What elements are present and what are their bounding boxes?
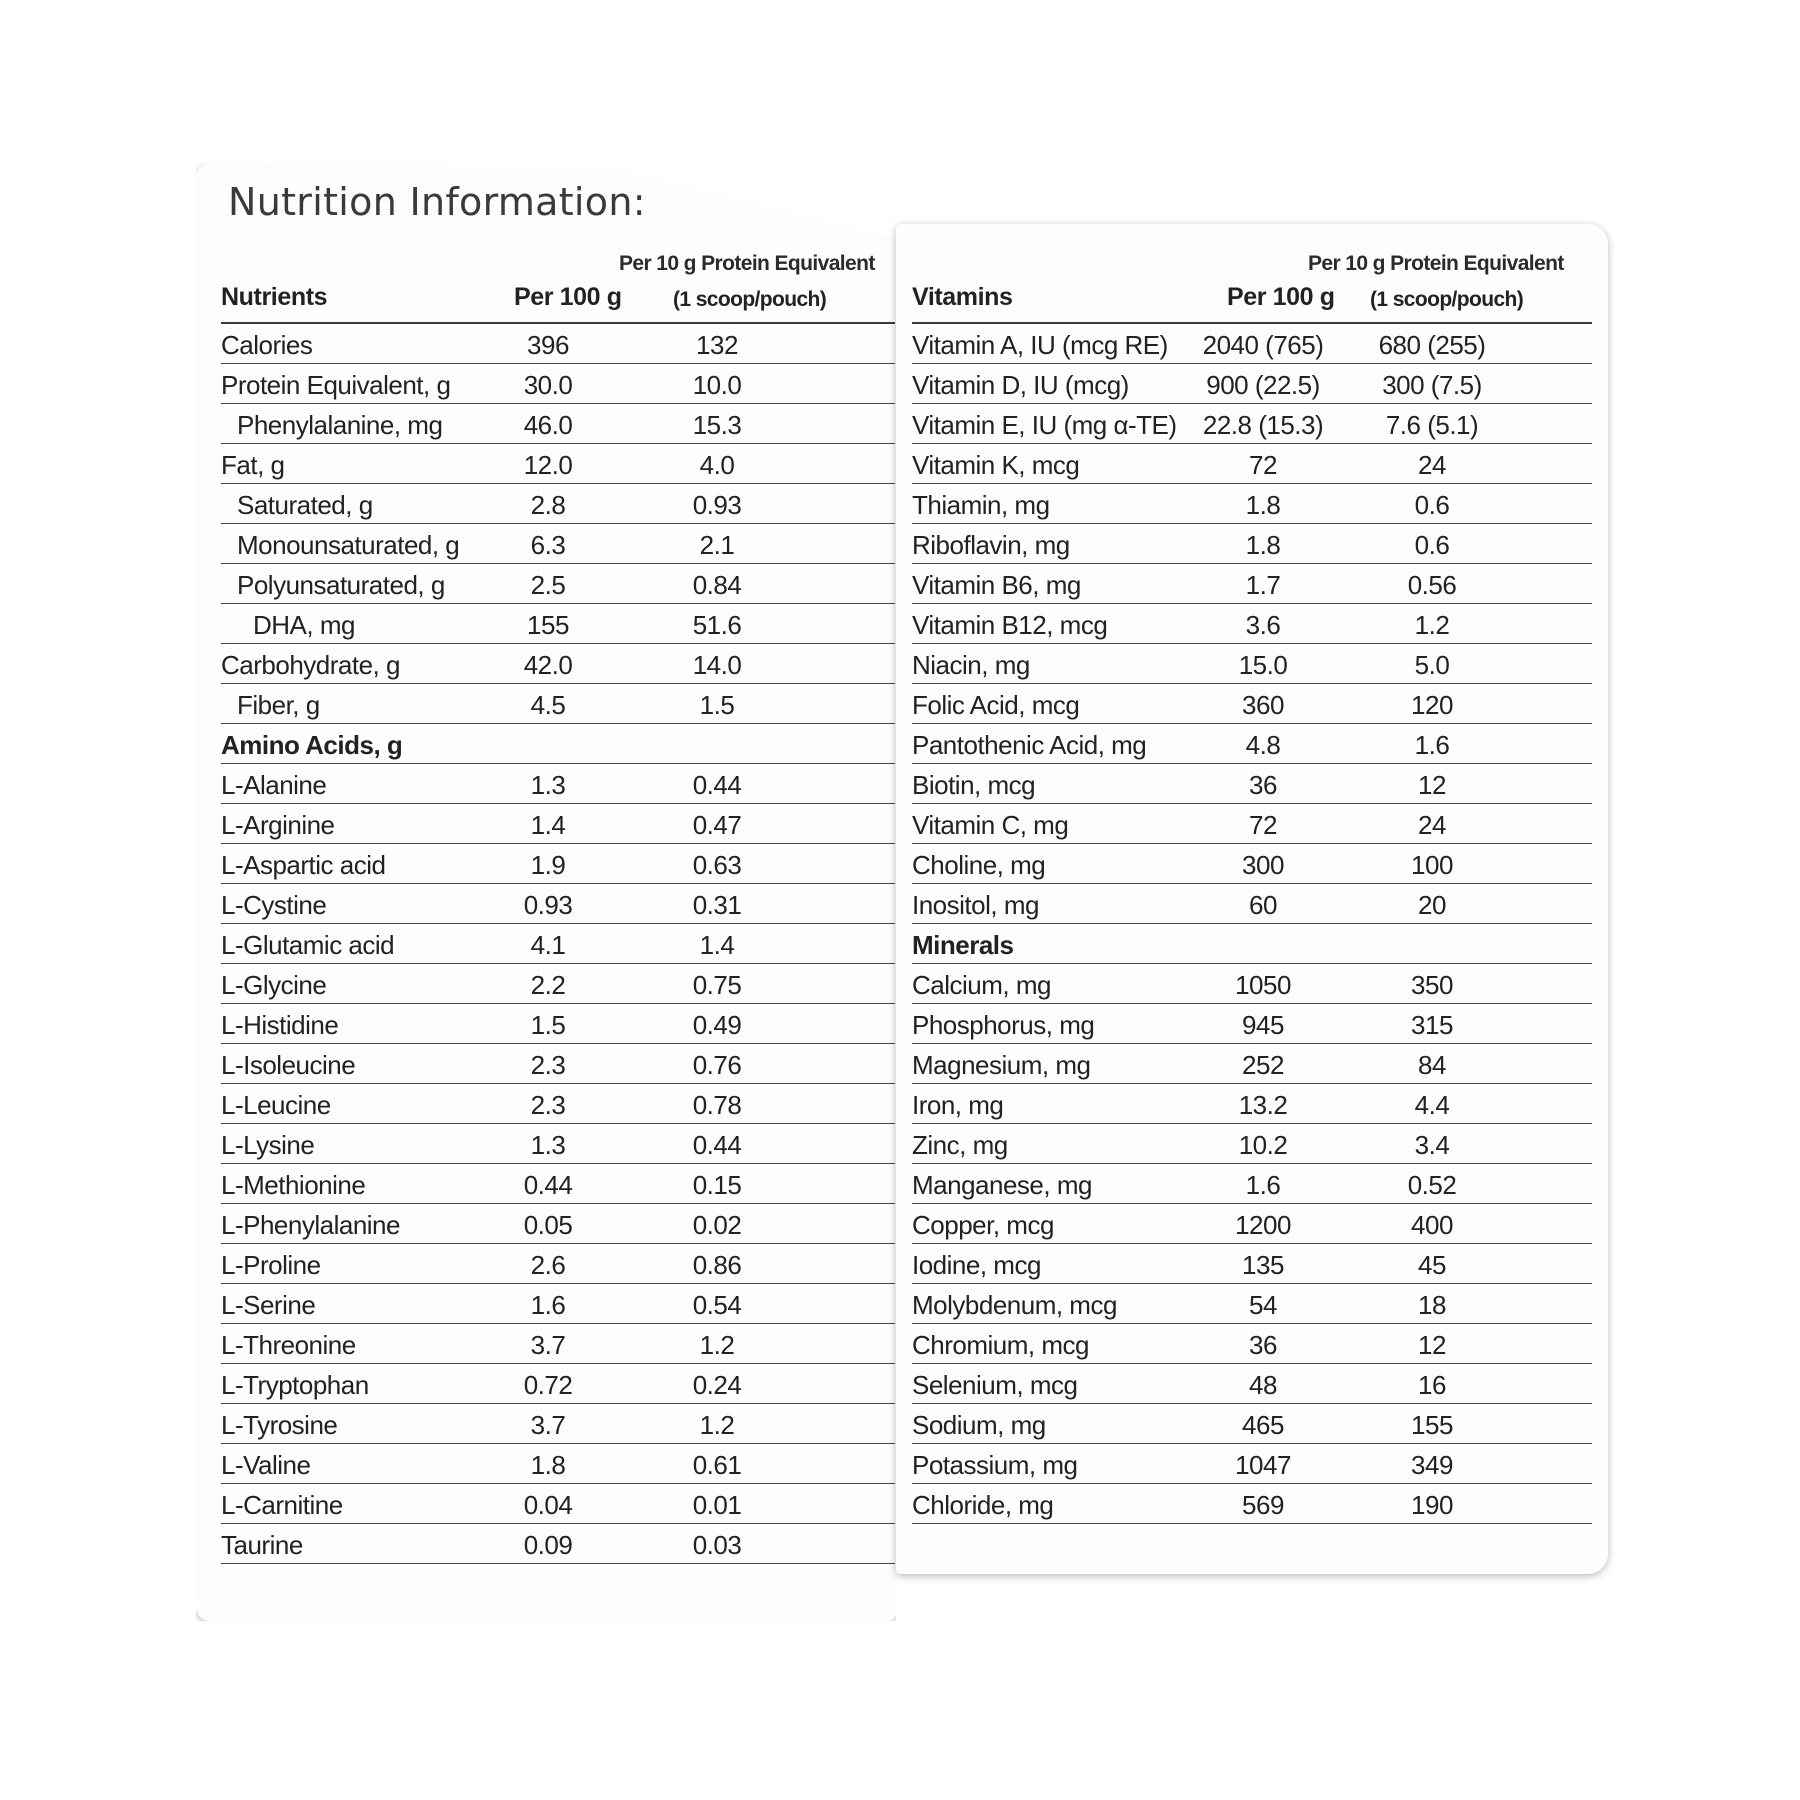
value-per-100g: 12.0 bbox=[523, 450, 573, 480]
value-per-100g: 22.8 (15.3) bbox=[1202, 410, 1324, 440]
value-per-100g: 42.0 bbox=[523, 650, 573, 680]
nutrient-name: Pantothenic Acid, mg bbox=[912, 730, 1147, 760]
value-per-scoop: 190 bbox=[1411, 1490, 1453, 1520]
value-per-scoop: 0.54 bbox=[692, 1290, 742, 1320]
value-per-100g: 3.7 bbox=[530, 1410, 566, 1440]
vitamins-table bbox=[912, 246, 1592, 1524]
value-per-100g: 72 bbox=[1249, 450, 1277, 480]
nutrient-name: L-Alanine bbox=[221, 770, 327, 800]
table-row bbox=[912, 1044, 1592, 1084]
table-row bbox=[221, 1084, 895, 1124]
value-per-100g: 1.8 bbox=[530, 1450, 566, 1480]
value-per-scoop: 15.3 bbox=[692, 410, 742, 440]
value-per-scoop: 132 bbox=[696, 330, 738, 360]
value-per-scoop: 0.56 bbox=[1407, 570, 1457, 600]
value-per-100g: 4.1 bbox=[530, 930, 566, 960]
table-row bbox=[221, 964, 895, 1004]
value-per-scoop: 155 bbox=[1411, 1410, 1453, 1440]
table-row bbox=[221, 644, 895, 684]
value-per-scoop: 18 bbox=[1418, 1290, 1446, 1320]
nutrient-name: L-Methionine bbox=[221, 1170, 366, 1200]
table-row bbox=[221, 764, 895, 804]
nutrient-name: Fiber, g bbox=[237, 690, 320, 720]
value-per-scoop: 24 bbox=[1418, 810, 1446, 840]
table-row bbox=[221, 884, 895, 924]
table-row bbox=[221, 604, 895, 644]
table-row bbox=[221, 1324, 895, 1364]
nutrient-name: Sodium, mg bbox=[912, 1410, 1046, 1440]
nutrient-name: Vitamin A, IU (mcg RE) bbox=[912, 330, 1168, 360]
column-header-per-scoop: (1 scoop/pouch) bbox=[1370, 288, 1524, 311]
nutrient-name: L-Histidine bbox=[221, 1010, 339, 1040]
value-per-100g: 569 bbox=[1242, 1490, 1284, 1520]
nutrient-name: L-Glutamic acid bbox=[221, 930, 395, 960]
nutrient-name: Carbohydrate, g bbox=[221, 650, 400, 680]
value-per-100g: 36 bbox=[1249, 770, 1277, 800]
value-per-scoop: 0.93 bbox=[692, 490, 742, 520]
column-header-per-scoop: (1 scoop/pouch) bbox=[673, 288, 827, 311]
value-per-scoop: 0.24 bbox=[692, 1370, 742, 1400]
value-per-100g: 1.9 bbox=[530, 850, 566, 880]
nutrients-table-body bbox=[221, 324, 895, 1564]
table-row bbox=[912, 444, 1592, 484]
value-per-scoop: 0.6 bbox=[1414, 490, 1450, 520]
value-per-100g: 155 bbox=[527, 610, 569, 640]
nutrient-name: L-Phenylalanine bbox=[221, 1210, 400, 1240]
table-row bbox=[221, 1204, 895, 1244]
value-per-scoop: 0.02 bbox=[692, 1210, 742, 1240]
table-row bbox=[912, 884, 1592, 924]
table-row bbox=[912, 964, 1592, 1004]
nutrient-name: Iodine, mcg bbox=[912, 1250, 1041, 1280]
value-per-100g: 465 bbox=[1242, 1410, 1284, 1440]
nutrient-name: L-Tyrosine bbox=[221, 1410, 338, 1440]
nutrient-name: Niacin, mg bbox=[912, 650, 1030, 680]
nutrient-name: Molybdenum, mcg bbox=[912, 1290, 1117, 1320]
nutrient-name: Thiamin, mg bbox=[912, 490, 1050, 520]
value-per-100g: 1.8 bbox=[1245, 530, 1281, 560]
value-per-scoop: 10.0 bbox=[692, 370, 742, 400]
table-row bbox=[221, 444, 895, 484]
nutrient-name: Saturated, g bbox=[237, 490, 373, 520]
nutrient-name: Fat, g bbox=[221, 450, 285, 480]
value-per-scoop: 7.6 (5.1) bbox=[1385, 410, 1479, 440]
value-per-100g: 0.44 bbox=[523, 1170, 573, 1200]
value-per-scoop: 120 bbox=[1411, 690, 1453, 720]
super-header: Per 10 g Protein Equivalent bbox=[1308, 252, 1564, 275]
table-row bbox=[221, 324, 895, 364]
value-per-scoop: 0.15 bbox=[692, 1170, 742, 1200]
nutrient-name: Monounsaturated, g bbox=[237, 530, 460, 560]
table-row bbox=[912, 644, 1592, 684]
value-per-scoop: 400 bbox=[1411, 1210, 1453, 1240]
value-per-100g: 1.6 bbox=[1245, 1170, 1281, 1200]
table-row bbox=[221, 1004, 895, 1044]
table-row bbox=[912, 1484, 1592, 1524]
value-per-scoop: 0.6 bbox=[1414, 530, 1450, 560]
table-row bbox=[221, 1364, 895, 1404]
nutrient-name: L-Carnitine bbox=[221, 1490, 343, 1520]
nutrient-name: Magnesium, mg bbox=[912, 1050, 1091, 1080]
value-per-100g: 6.3 bbox=[530, 530, 566, 560]
table-row bbox=[221, 1524, 895, 1564]
value-per-100g: 396 bbox=[527, 330, 569, 360]
value-per-scoop: 350 bbox=[1411, 970, 1453, 1000]
column-header-per-100g: Per 100 g bbox=[1227, 283, 1335, 311]
nutrient-name: L-Isoleucine bbox=[221, 1050, 356, 1080]
nutrient-name: Polyunsaturated, g bbox=[237, 570, 445, 600]
table-row bbox=[912, 604, 1592, 644]
nutrients-table-header bbox=[221, 246, 895, 324]
table-row bbox=[221, 524, 895, 564]
value-per-100g: 2.2 bbox=[530, 970, 566, 1000]
value-per-100g: 4.8 bbox=[1245, 730, 1281, 760]
page-title: Nutrition Information: bbox=[228, 180, 646, 224]
table-row bbox=[912, 1404, 1592, 1444]
table-row bbox=[221, 404, 895, 444]
nutrient-name: L-Proline bbox=[221, 1250, 321, 1280]
table-row bbox=[912, 684, 1592, 724]
value-per-100g: 72 bbox=[1249, 810, 1277, 840]
value-per-100g: 1.5 bbox=[530, 1010, 566, 1040]
nutrient-name: Zinc, mg bbox=[912, 1130, 1008, 1160]
value-per-scoop: 4.4 bbox=[1414, 1090, 1450, 1120]
value-per-scoop: 300 (7.5) bbox=[1382, 370, 1482, 400]
value-per-scoop: 0.86 bbox=[692, 1250, 742, 1280]
value-per-scoop: 0.44 bbox=[692, 1130, 742, 1160]
value-per-100g: 46.0 bbox=[523, 410, 573, 440]
value-per-scoop: 0.84 bbox=[692, 570, 742, 600]
nutrient-name: Potassium, mg bbox=[912, 1450, 1078, 1480]
table-row bbox=[221, 1444, 895, 1484]
section-row bbox=[221, 724, 895, 764]
value-per-scoop: 20 bbox=[1418, 890, 1446, 920]
table-row bbox=[221, 1164, 895, 1204]
value-per-scoop: 4.0 bbox=[699, 450, 735, 480]
nutrient-name: Vitamin D, IU (mcg) bbox=[912, 370, 1129, 400]
value-per-100g: 945 bbox=[1242, 1010, 1284, 1040]
nutrient-name: L-Threonine bbox=[221, 1330, 356, 1360]
table-row bbox=[221, 1044, 895, 1084]
table-row bbox=[912, 524, 1592, 564]
table-row bbox=[912, 1204, 1592, 1244]
value-per-100g: 2.3 bbox=[530, 1090, 566, 1120]
value-per-100g: 1.4 bbox=[530, 810, 566, 840]
nutrient-name: Chloride, mg bbox=[912, 1490, 1054, 1520]
table-row bbox=[912, 564, 1592, 604]
value-per-100g: 2040 (765) bbox=[1202, 330, 1324, 360]
value-per-scoop: 1.2 bbox=[699, 1330, 735, 1360]
vitamins-table-body bbox=[912, 324, 1592, 1524]
value-per-100g: 0.09 bbox=[523, 1530, 573, 1560]
value-per-100g: 1.3 bbox=[530, 770, 566, 800]
nutrient-name: Chromium, mcg bbox=[912, 1330, 1089, 1360]
value-per-100g: 2.3 bbox=[530, 1050, 566, 1080]
table-row bbox=[912, 1364, 1592, 1404]
nutrient-name: Vitamin B6, mg bbox=[912, 570, 1081, 600]
table-row bbox=[912, 404, 1592, 444]
value-per-scoop: 0.76 bbox=[692, 1050, 742, 1080]
value-per-100g: 2.8 bbox=[530, 490, 566, 520]
nutrient-name: L-Arginine bbox=[221, 810, 335, 840]
value-per-100g: 300 bbox=[1242, 850, 1284, 880]
nutrient-name: L-Glycine bbox=[221, 970, 327, 1000]
value-per-100g: 1.6 bbox=[530, 1290, 566, 1320]
section-row bbox=[912, 924, 1592, 964]
value-per-scoop: 12 bbox=[1418, 1330, 1446, 1360]
nutrient-name: Folic Acid, mcg bbox=[912, 690, 1080, 720]
nutrient-name: Phenylalanine, mg bbox=[237, 410, 443, 440]
table-row bbox=[221, 684, 895, 724]
value-per-100g: 900 (22.5) bbox=[1206, 370, 1320, 400]
nutrient-name: Choline, mg bbox=[912, 850, 1046, 880]
nutrient-name: L-Leucine bbox=[221, 1090, 331, 1120]
value-per-100g: 1047 bbox=[1235, 1450, 1291, 1480]
value-per-100g: 0.05 bbox=[523, 1210, 573, 1240]
nutrient-name: Protein Equivalent, g bbox=[221, 370, 451, 400]
table-row bbox=[912, 484, 1592, 524]
value-per-scoop: 5.0 bbox=[1414, 650, 1450, 680]
value-per-scoop: 0.03 bbox=[692, 1530, 742, 1560]
nutrient-name: L-Tryptophan bbox=[221, 1370, 369, 1400]
table-row bbox=[912, 1244, 1592, 1284]
table-row bbox=[221, 1244, 895, 1284]
value-per-scoop: 12 bbox=[1418, 770, 1446, 800]
nutrient-name: Selenium, mcg bbox=[912, 1370, 1078, 1400]
nutrient-name: L-Cystine bbox=[221, 890, 327, 920]
nutrient-name: Inositol, mg bbox=[912, 890, 1039, 920]
value-per-scoop: 0.78 bbox=[692, 1090, 742, 1120]
nutrient-name: Vitamin E, IU (mg α-TE) bbox=[912, 410, 1177, 440]
value-per-scoop: 1.4 bbox=[699, 930, 735, 960]
nutrient-name: Copper, mcg bbox=[912, 1210, 1054, 1240]
nutrient-name: L-Serine bbox=[221, 1290, 316, 1320]
table-row bbox=[912, 1164, 1592, 1204]
value-per-100g: 0.04 bbox=[523, 1490, 573, 1520]
table-row bbox=[912, 324, 1592, 364]
value-per-scoop: 1.6 bbox=[1414, 730, 1450, 760]
nutrient-name: DHA, mg bbox=[253, 610, 355, 640]
value-per-scoop: 0.31 bbox=[692, 890, 742, 920]
nutrient-name: Vitamin K, mcg bbox=[912, 450, 1080, 480]
value-per-100g: 135 bbox=[1242, 1250, 1284, 1280]
value-per-100g: 4.5 bbox=[530, 690, 566, 720]
table-row bbox=[221, 364, 895, 404]
table-row bbox=[912, 764, 1592, 804]
value-per-scoop: 0.61 bbox=[692, 1450, 742, 1480]
value-per-100g: 15.0 bbox=[1238, 650, 1288, 680]
value-per-100g: 10.2 bbox=[1238, 1130, 1288, 1160]
value-per-100g: 0.93 bbox=[523, 890, 573, 920]
value-per-scoop: 0.52 bbox=[1407, 1170, 1457, 1200]
nutrient-name: Vitamin B12, mcg bbox=[912, 610, 1108, 640]
value-per-100g: 2.6 bbox=[530, 1250, 566, 1280]
value-per-100g: 30.0 bbox=[523, 370, 573, 400]
table-row bbox=[912, 1124, 1592, 1164]
table-row bbox=[912, 724, 1592, 764]
table-row bbox=[912, 1004, 1592, 1044]
value-per-scoop: 0.44 bbox=[692, 770, 742, 800]
value-per-100g: 36 bbox=[1249, 1330, 1277, 1360]
vitamins-table-header bbox=[912, 246, 1592, 324]
nutrient-name: Biotin, mcg bbox=[912, 770, 1036, 800]
value-per-100g: 1.8 bbox=[1245, 490, 1281, 520]
nutrients-table bbox=[221, 246, 895, 1564]
super-header: Per 10 g Protein Equivalent bbox=[619, 252, 875, 275]
nutrient-name: Taurine bbox=[221, 1530, 303, 1560]
column-header-vitamins: Vitamins bbox=[912, 283, 1013, 311]
value-per-scoop: 1.2 bbox=[1414, 610, 1450, 640]
value-per-100g: 1.3 bbox=[530, 1130, 566, 1160]
table-row bbox=[912, 364, 1592, 404]
value-per-100g: 60 bbox=[1249, 890, 1277, 920]
table-row bbox=[221, 1484, 895, 1524]
table-row bbox=[221, 1124, 895, 1164]
value-per-100g: 2.5 bbox=[530, 570, 566, 600]
table-row bbox=[221, 1404, 895, 1444]
value-per-scoop: 51.6 bbox=[692, 610, 742, 640]
value-per-100g: 54 bbox=[1249, 1290, 1277, 1320]
table-row bbox=[912, 1324, 1592, 1364]
table-row bbox=[221, 484, 895, 524]
value-per-scoop: 0.75 bbox=[692, 970, 742, 1000]
table-row bbox=[912, 1284, 1592, 1324]
value-per-scoop: 84 bbox=[1418, 1050, 1446, 1080]
table-row bbox=[912, 1444, 1592, 1484]
value-per-scoop: 16 bbox=[1418, 1370, 1446, 1400]
nutrient-name: Vitamin C, mg bbox=[912, 810, 1069, 840]
table-row bbox=[221, 1284, 895, 1324]
value-per-scoop: 349 bbox=[1411, 1450, 1453, 1480]
value-per-100g: 1050 bbox=[1235, 970, 1291, 1000]
value-per-100g: 360 bbox=[1242, 690, 1284, 720]
value-per-100g: 1.7 bbox=[1245, 570, 1281, 600]
value-per-100g: 252 bbox=[1242, 1050, 1284, 1080]
nutrient-name: L-Aspartic acid bbox=[221, 850, 386, 880]
value-per-100g: 3.6 bbox=[1245, 610, 1281, 640]
nutrient-name: Calcium, mg bbox=[912, 970, 1051, 1000]
value-per-100g: 0.72 bbox=[523, 1370, 573, 1400]
value-per-scoop: 24 bbox=[1418, 450, 1446, 480]
nutrient-name: Phosphorus, mg bbox=[912, 1010, 1095, 1040]
nutrient-name: Calories bbox=[221, 330, 313, 360]
value-per-scoop: 100 bbox=[1411, 850, 1453, 880]
nutrient-name: Riboflavin, mg bbox=[912, 530, 1070, 560]
value-per-scoop: 1.5 bbox=[699, 690, 735, 720]
value-per-100g: 48 bbox=[1249, 1370, 1277, 1400]
value-per-scoop: 0.01 bbox=[692, 1490, 742, 1520]
value-per-scoop: 14.0 bbox=[692, 650, 742, 680]
value-per-scoop: 0.63 bbox=[692, 850, 742, 880]
nutrient-name: L-Valine bbox=[221, 1450, 311, 1480]
value-per-scoop: 45 bbox=[1418, 1250, 1446, 1280]
value-per-100g: 1200 bbox=[1235, 1210, 1291, 1240]
table-row bbox=[221, 564, 895, 604]
nutrient-name: Manganese, mg bbox=[912, 1170, 1092, 1200]
section-label: Minerals bbox=[912, 930, 1014, 960]
table-row bbox=[221, 804, 895, 844]
value-per-scoop: 3.4 bbox=[1414, 1130, 1450, 1160]
value-per-100g: 13.2 bbox=[1238, 1090, 1288, 1120]
value-per-scoop: 2.1 bbox=[699, 530, 735, 560]
value-per-scoop: 680 (255) bbox=[1378, 330, 1486, 360]
table-row bbox=[912, 804, 1592, 844]
column-header-per-100g: Per 100 g bbox=[514, 283, 622, 311]
section-label: Amino Acids, g bbox=[221, 730, 403, 760]
nutrient-name: L-Lysine bbox=[221, 1130, 315, 1160]
value-per-scoop: 0.47 bbox=[692, 810, 742, 840]
value-per-scoop: 0.49 bbox=[692, 1010, 742, 1040]
column-header-nutrients: Nutrients bbox=[221, 283, 328, 311]
value-per-scoop: 1.2 bbox=[699, 1410, 735, 1440]
table-row bbox=[221, 844, 895, 884]
table-row bbox=[221, 924, 895, 964]
value-per-100g: 3.7 bbox=[530, 1330, 566, 1360]
nutrient-name: Iron, mg bbox=[912, 1090, 1004, 1120]
value-per-scoop: 315 bbox=[1411, 1010, 1453, 1040]
table-row bbox=[912, 844, 1592, 884]
table-row bbox=[912, 1084, 1592, 1124]
